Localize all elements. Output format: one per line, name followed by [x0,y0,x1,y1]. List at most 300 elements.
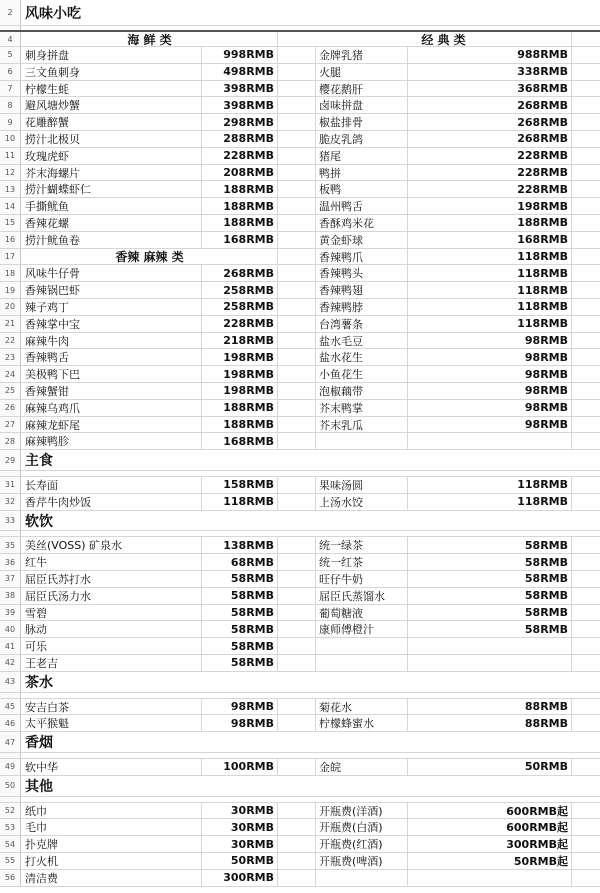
item-name: 脉动 [22,621,202,637]
row-number: 52 [0,803,21,819]
menu-row [0,819,600,836]
spacer-cell [572,554,600,570]
item-name: 金皖 [316,759,408,775]
menu-row [0,836,600,853]
item-name: 长寿面 [22,477,202,493]
item-name: 葡萄糖液 [316,605,408,621]
menu-row [0,621,600,638]
item-price: 600RMB起 [408,803,572,819]
item-price: 168RMB [202,433,278,449]
item-price: 998RMB [202,47,278,63]
spacer-cell [572,759,600,775]
item-price: 50RMB起 [408,853,572,869]
item-price: 88RMB [408,715,572,731]
spacer-cell [572,400,600,416]
item-price: 288RMB [202,131,278,147]
item-price: 30RMB [202,803,278,819]
item-name: 鸭拼 [316,165,408,181]
spacer-cell [278,366,316,382]
item-name: 统一绿茶 [316,537,408,553]
item-name: 麻辣牛肉 [22,333,202,349]
row-number: 2 [0,0,21,25]
item-name: 美极鸭下巴 [22,366,202,382]
item-price: 118RMB [408,249,572,265]
menu-row [0,803,600,820]
item-price: 118RMB [408,494,572,510]
spacer-cell [278,554,316,570]
item-price: 228RMB [202,316,278,332]
menu-row [0,715,600,732]
item-name: 捞汁鱿鱼卷 [22,232,202,248]
item-price: 268RMB [408,114,572,130]
item-price: 300RMB [202,870,278,886]
item-price: 118RMB [408,316,572,332]
row-number: 6 [0,64,21,80]
section-title: 主食 [25,453,53,470]
menu-row [0,282,600,299]
row-number: 32 [0,494,21,510]
row-number: 7 [0,81,21,97]
item-name: 盐水花生 [316,349,408,365]
row-number: 38 [0,588,21,604]
row-number: 12 [0,165,21,181]
row-number: 10 [0,131,21,147]
item-price: 58RMB [408,571,572,587]
menu-row [0,81,600,98]
menu-row [0,232,600,249]
spacer-cell [278,265,316,281]
item-price [408,870,572,886]
item-name: 太平猴魁 [22,715,202,731]
item-price: 98RMB [408,400,572,416]
row-number: 40 [0,621,21,637]
row-number: 22 [0,333,21,349]
item-price: 398RMB [202,81,278,97]
spacer-cell [572,249,600,265]
item-name: 温州鸭舌 [316,198,408,214]
spacer-cell [278,836,316,852]
spacer-cell [572,148,600,164]
menu-row [0,433,600,450]
item-name: 三文鱼刺身 [22,64,202,80]
menu-row [0,605,600,622]
item-name: 麻辣鸭胗 [22,433,202,449]
item-price: 98RMB [202,699,278,715]
menu-row [0,477,600,494]
row-number: 37 [0,571,21,587]
item-price: 188RMB [202,400,278,416]
row-number: 29 [0,450,21,470]
item-price: 268RMB [408,131,572,147]
spacer-cell [278,97,316,113]
menu-row [0,571,600,588]
spacer-cell [278,333,316,349]
spacer-cell [278,699,316,715]
spacer-cell [572,571,600,587]
row-number: 17 [0,249,21,265]
item-name: 手撕鱿鱼 [22,198,202,214]
menu-row [0,383,600,400]
item-name: 捞汁蝴蝶虾仁 [22,181,202,197]
item-name [316,638,408,654]
item-price: 258RMB [202,282,278,298]
item-price: 118RMB [408,477,572,493]
spacer-cell [278,870,316,886]
row-number: 15 [0,215,21,231]
menu-row [0,316,600,333]
item-price: 58RMB [408,621,572,637]
spacer-cell [278,715,316,731]
row-number: 53 [0,819,21,835]
spacer-cell [572,333,600,349]
sheet-row [0,32,600,47]
spacer-cell [278,803,316,819]
item-price: 158RMB [202,477,278,493]
item-price: 168RMB [408,232,572,248]
spacer-cell [278,114,316,130]
item-name: 香酥鸡米花 [316,215,408,231]
spacer-cell [278,494,316,510]
spacer-cell [278,198,316,214]
spacer-cell [572,198,600,214]
row-number [0,797,21,802]
spacer-cell [572,232,600,248]
spacer-cell [572,870,600,886]
item-price: 398RMB [202,97,278,113]
item-price: 198RMB [202,366,278,382]
section-title-snacks: 风味小吃 [25,5,81,22]
spacer-cell [278,759,316,775]
menu-row [0,400,600,417]
spacer-cell [572,81,600,97]
spacer-cell [572,699,600,715]
spacer-cell [278,165,316,181]
item-name: 果味汤圆 [316,477,408,493]
item-price: 88RMB [408,699,572,715]
section-title: 软饮 [25,513,53,530]
item-price: 58RMB [408,537,572,553]
spacer-cell [572,366,600,382]
row-number: 50 [0,776,21,796]
row-number: 21 [0,316,21,332]
spacer-cell [278,249,316,265]
item-name: 毛巾 [22,819,202,835]
section-row [0,672,600,693]
section-title: 其他 [25,778,53,795]
menu-row [0,853,600,870]
row-number [0,531,21,536]
row-number [0,693,21,698]
row-number: 14 [0,198,21,214]
row-number: 19 [0,282,21,298]
menu-row [0,215,600,232]
spacer-cell [278,81,316,97]
item-name: 上汤水饺 [316,494,408,510]
item-price: 58RMB [408,605,572,621]
section-row [0,511,600,532]
section-title: 香烟 [25,735,53,752]
item-name: 风味牛仔骨 [22,265,202,281]
item-price: 198RMB [408,198,572,214]
item-price: 100RMB [202,759,278,775]
menu-row [0,638,600,655]
spacer-cell [572,433,600,449]
item-price: 30RMB [202,819,278,835]
spacer-cell [572,638,600,654]
spacer-cell [572,64,600,80]
item-name: 香辣鸭爪 [316,249,408,265]
menu-row [0,47,600,64]
item-name: 旺仔牛奶 [316,571,408,587]
item-name: 避风塘炒蟹 [22,97,202,113]
item-price: 118RMB [408,265,572,281]
item-name: 打火机 [22,853,202,869]
item-name: 小鱼花生 [316,366,408,382]
spacer-cell [278,537,316,553]
item-name: 刺身拼盘 [22,47,202,63]
item-name: 安吉白茶 [22,699,202,715]
spacer-cell [572,47,600,63]
row-number: 39 [0,605,21,621]
item-price: 168RMB [202,232,278,248]
item-name: 卤味拼盘 [316,97,408,113]
row-number: 23 [0,349,21,365]
item-name: 麻辣乌鸡爪 [22,400,202,416]
row-number: 42 [0,655,21,671]
spicy-header: 香辣 麻辣 类 [22,249,278,265]
spacer-cell [572,494,600,510]
item-price: 198RMB [202,383,278,399]
row-number: 5 [0,47,21,63]
item-price: 50RMB [408,759,572,775]
spacer-cell [572,655,600,671]
item-name [316,655,408,671]
row-number: 49 [0,759,21,775]
spacer-cell [572,265,600,281]
item-name: 扑克牌 [22,836,202,852]
spacer-cell [572,114,600,130]
item-name: 火腿 [316,64,408,80]
menu-row [0,97,600,114]
row-number: 20 [0,299,21,315]
item-name: 菊花水 [316,699,408,715]
spacer-cell [278,383,316,399]
item-name: 开瓶费(洋酒) [316,803,408,819]
spacer-cell [278,64,316,80]
item-price: 98RMB [202,715,278,731]
item-name: 屈臣氏苏打水 [22,571,202,587]
spacer-cell [572,836,600,852]
item-price: 268RMB [202,265,278,281]
spacer-cell [278,571,316,587]
item-price: 188RMB [202,417,278,433]
item-name: 可乐 [22,638,202,654]
item-price: 198RMB [202,349,278,365]
row-number: 28 [0,433,21,449]
item-price: 300RMB起 [408,836,572,852]
item-price: 188RMB [408,215,572,231]
row-number: 36 [0,554,21,570]
item-name: 樱花鹅肝 [316,81,408,97]
item-name: 芥末海螺片 [22,165,202,181]
menu-row [0,299,600,316]
item-name: 纸巾 [22,803,202,819]
item-price: 368RMB [408,81,572,97]
item-price: 58RMB [202,588,278,604]
item-price: 228RMB [408,165,572,181]
section-row [0,776,600,797]
spacer-cell [278,131,316,147]
spacer-cell [278,181,316,197]
item-price: 600RMB起 [408,819,572,835]
menu-row [0,181,600,198]
seafood-header: 海 鲜 类 [22,32,278,46]
spacer-cell [572,853,600,869]
item-price: 228RMB [408,148,572,164]
spacer-cell [278,215,316,231]
row-number: 33 [0,511,21,531]
item-name: 香辣蟹钳 [22,383,202,399]
item-price: 58RMB [202,655,278,671]
item-price: 58RMB [202,638,278,654]
row-number: 8 [0,97,21,113]
menu-row [0,554,600,571]
item-price: 228RMB [408,181,572,197]
item-price: 268RMB [408,97,572,113]
row-number: 26 [0,400,21,416]
spacer-cell [278,148,316,164]
spacer-cell [278,232,316,248]
item-name: 香辣花螺 [22,215,202,231]
spacer-cell [278,433,316,449]
item-name: 麻辣龙虾尾 [22,417,202,433]
row-number: 47 [0,732,21,752]
item-name: 红牛 [22,554,202,570]
item-name: 香辣掌中宝 [22,316,202,332]
item-price: 118RMB [408,282,572,298]
item-price: 188RMB [202,215,278,231]
item-price [408,638,572,654]
spacer-cell [572,537,600,553]
item-price: 98RMB [408,417,572,433]
spacer-cell [278,853,316,869]
item-price: 58RMB [202,605,278,621]
item-name: 猪尾 [316,148,408,164]
menu-row [0,588,600,605]
item-price: 188RMB [202,181,278,197]
item-price [408,433,572,449]
item-name: 芥末鸭掌 [316,400,408,416]
row-number: 11 [0,148,21,164]
item-name: 香辣鸭舌 [22,349,202,365]
row-number: 9 [0,114,21,130]
sheet-row [0,0,600,26]
spacer-cell [572,621,600,637]
spacer-cell [278,655,316,671]
item-name: 香辣鸭头 [316,265,408,281]
spacer-cell [278,417,316,433]
spacer-cell [278,316,316,332]
menu-row [0,64,600,81]
section-row [0,450,600,471]
classic-header: 经 典 类 [316,32,572,46]
row-number: 54 [0,836,21,852]
spacer-cell [572,299,600,315]
row-number: 45 [0,699,21,715]
item-name: 屈臣氏汤力水 [22,588,202,604]
item-name: 香辣鸭脖 [316,299,408,315]
item-name: 软中华 [22,759,202,775]
item-price: 58RMB [408,588,572,604]
row-number: 35 [0,537,21,553]
spacer-cell [278,282,316,298]
item-name: 台湾薯条 [316,316,408,332]
spacer-cell [278,400,316,416]
spacer-cell [572,803,600,819]
item-price: 228RMB [202,148,278,164]
item-name: 黄金虾球 [316,232,408,248]
spacer-cell [278,588,316,604]
menu-row [0,114,600,131]
item-price: 98RMB [408,366,572,382]
row-number: 16 [0,232,21,248]
row-number: 43 [0,672,21,692]
row-number: 27 [0,417,21,433]
item-price: 218RMB [202,333,278,349]
menu-row [0,537,600,554]
spacer-cell [572,97,600,113]
row-number: 55 [0,853,21,869]
item-name: 开瓶费(红酒) [316,836,408,852]
item-price: 338RMB [408,64,572,80]
item-name: 捞汁北极贝 [22,131,202,147]
item-name: 柠檬蜂蜜水 [316,715,408,731]
item-name: 王老吉 [22,655,202,671]
item-price: 98RMB [408,333,572,349]
menu-row [0,366,600,383]
spacer-cell [278,621,316,637]
item-price: 58RMB [202,621,278,637]
item-name: 花雕醉蟹 [22,114,202,130]
menu-row [0,655,600,672]
spacer-cell [572,605,600,621]
item-name: 板鸭 [316,181,408,197]
item-name: 香辣锅巴虾 [22,282,202,298]
item-name: 芥末乳瓜 [316,417,408,433]
item-name: 辣子鸡丁 [22,299,202,315]
menu-row [0,494,600,511]
spacer-cell [572,131,600,147]
item-price: 58RMB [202,571,278,587]
menu-row [0,249,600,266]
row-number: 13 [0,181,21,197]
item-price: 50RMB [202,853,278,869]
row-number [0,26,21,30]
item-name: 香芹牛肉炒饭 [22,494,202,510]
item-name: 开瓶费(白酒) [316,819,408,835]
row-number: 24 [0,366,21,382]
row-number: 25 [0,383,21,399]
menu-row [0,265,600,282]
spacer-cell [278,299,316,315]
item-name: 清洁费 [22,870,202,886]
menu-row [0,759,600,776]
item-name: 椒盐排骨 [316,114,408,130]
item-name: 屈臣氏蒸馏水 [316,588,408,604]
item-name: 泡椒藕带 [316,383,408,399]
item-name: 香辣鸭翅 [316,282,408,298]
spacer-cell [572,181,600,197]
